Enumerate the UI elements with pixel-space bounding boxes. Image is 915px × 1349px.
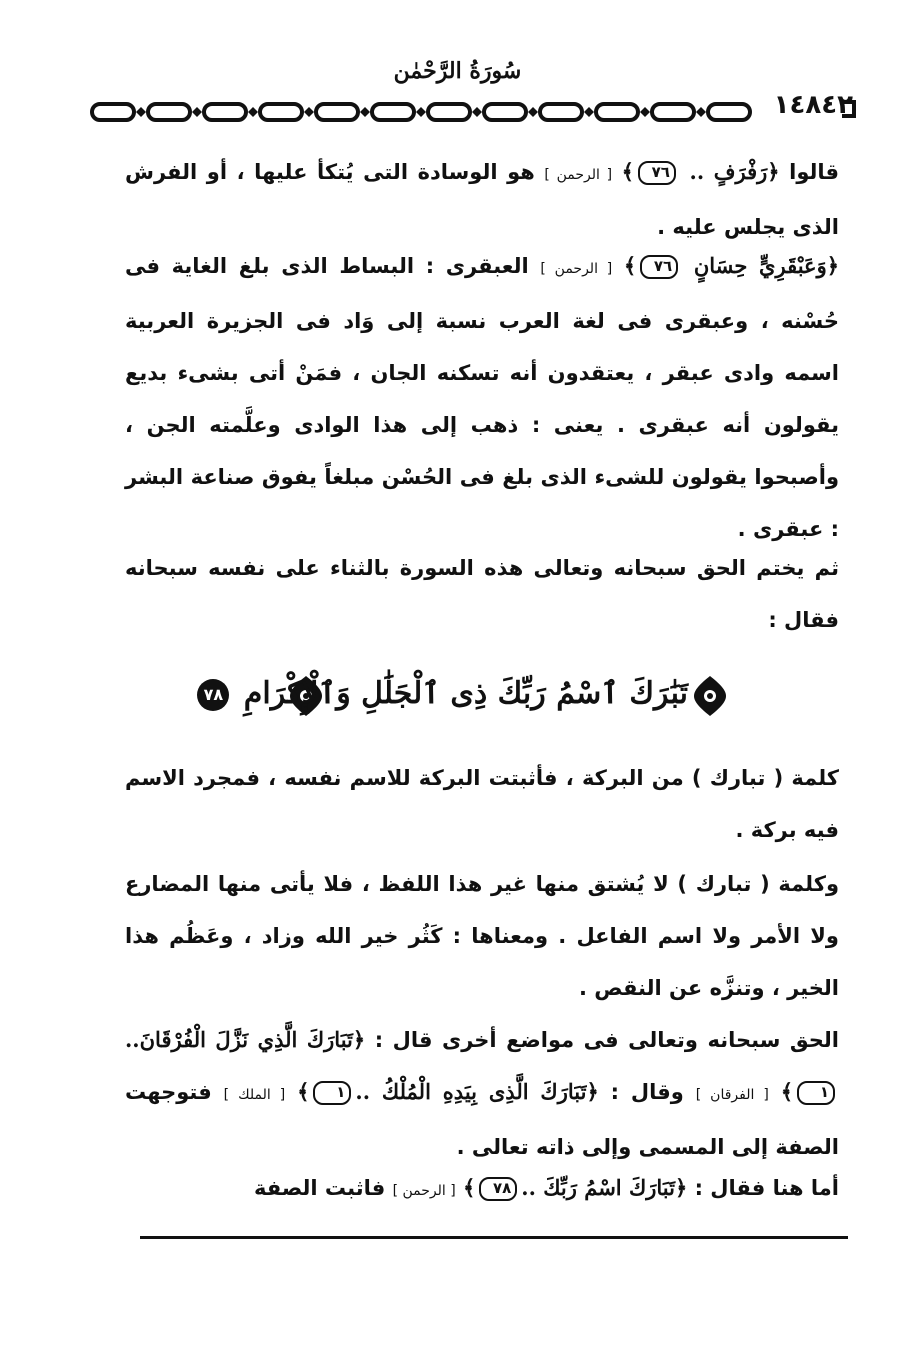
paragraph-3: ثم يختم الحق سبحانه وتعالى هذه السورة بالثناء على نفسه سبحانه فقال : [125, 556, 839, 632]
verse-number-badge: ٧٨ [197, 679, 229, 711]
chain-diamond [192, 107, 202, 117]
paragraph-1 [125, 146, 839, 253]
text-part: فتوجهت الصفة إلى المسمى وإلى ذاته تعالى . [125, 1080, 839, 1159]
text-part: وقال : [610, 1080, 684, 1104]
surah-reference: [ الرحمن ] [392, 1183, 456, 1199]
paragraph-4: كلمة ( تبارك ) من البركة ، فأثبتت البركة للاسم نفسه ، فمجرد الاسم فيه بركة . [125, 766, 839, 842]
chain-link [372, 104, 414, 120]
verse-banner [203, 664, 728, 728]
chain-link [148, 104, 190, 120]
chain-link [540, 104, 582, 120]
verse-text: تَبَٰرَكَ ٱسْمُ رَبِّكَ ذِى ٱلْجَلَٰلِ وَٱلْإِكْرَامِ [243, 676, 688, 711]
paragraph-6: الحق سبحانه وتعالى فى مواضع أخرى قال : ﴿تَبَارَكَ الَّذِي نَزَّلَ الْفُرْقَانَ..١﴾ [ الفرقان ] وقال : ﴿تَبَارَكَ الَّذِى بِيَدِهِ الْمُلْكُ ..١﴾ [ الملك ] فتوجهت الصفة إلى المسمى وإلى ذاته تعالى . [125, 1027, 840, 1159]
chain-diamond [696, 107, 706, 117]
chain-link [652, 104, 694, 120]
text-after: العبقرى : البساط الذى بلغ الغاية فى حُسْنه ، وعبقرى فى لغة العرب نسبة إلى وَاد فى الجزيرة العربية اسمه وادى عبقر ، يعتقدون أنه تسكنه الجان ، فمَنْ أتى بشىء بديع يقولون أنه عبقرى . يعنى : ذهب إلى هذا الوادى وعلَّمته الجن ، وأصبحوا يقولون للشىء الذى بلغ فى الحُسْن مبلغاً يفوق صناعة البشر : عبقرى . [125, 254, 839, 541]
chain-ornament [88, 98, 760, 126]
chain-link [484, 104, 526, 120]
chain-diamond [136, 107, 146, 117]
quran-quote: ﴿تَبَارَكَ اسْمُ رَبِّكَ .. [521, 1175, 688, 1200]
surah-title: سُورَةُ الرَّحْمٰن [393, 58, 522, 84]
surah-reference: [ الرحمن ] [544, 167, 613, 183]
quran-quote: ﴿تَبَارَكَ الَّذِى بِيَدِهِ الْمُلْكُ .. [355, 1079, 599, 1104]
surah-reference: [ الفرقان ] [695, 1087, 769, 1103]
chain-diamond [360, 107, 370, 117]
paragraph-2 [125, 240, 839, 555]
paragraph-5: وكلمة ( تبارك ) لا يُشتق منها غير هذا اللفظ ، فلا يأتى منها المضارع ولا الأمر ولا اسم الفاعل . ومعناها : كَثُر خير الله وزاد ، وعَظُم هذا الخير ، وتنزَّه عن النقص . [125, 872, 839, 1000]
surah-reference: [ الرحمن ] [540, 261, 613, 277]
chain-link [316, 104, 358, 120]
ayah-number-badge: ١ [313, 1081, 351, 1105]
chain-link [260, 104, 302, 120]
chain-diamond [472, 107, 482, 117]
text-after: هو الوسادة التى يُتكأ عليها ، أو الفرش الذى يجلس عليه . [125, 160, 839, 239]
text-part: فاثبت الصفة [253, 1176, 386, 1200]
quran-quote: ﴿وَعَبْقَرِيٍّ حِسَانٍ [682, 253, 840, 278]
chain-diamond [304, 107, 314, 117]
paragraph-7: أما هنا فقال : ﴿تَبَارَكَ اسْمُ رَبِّكَ ..٧٨﴾ [ الرحمن ] فاثبت الصفة [253, 1175, 839, 1200]
chain-diamond [640, 107, 650, 117]
ayah-number-badge: ٧٦ [640, 255, 678, 279]
page-number: ١٤٨٤٢ [773, 90, 853, 120]
text-before: قالوا [789, 160, 840, 184]
footer-rule [140, 1236, 848, 1239]
quran-verse [203, 668, 688, 720]
chain-diamond [528, 107, 538, 117]
chain-link [428, 104, 470, 120]
chain-link [708, 104, 750, 120]
chain-diamond [416, 107, 426, 117]
ayah-number-badge: ٧٦ [638, 161, 676, 185]
quote-close: ﴾ [621, 159, 634, 184]
ayah-number-badge: ٧٨ [479, 1177, 517, 1201]
floral-ornament-icon [692, 674, 728, 718]
text-part: أما هنا فقال : [694, 1176, 839, 1200]
chain-link [596, 104, 638, 120]
quran-quote: ﴿رَفْرَفٍ .. [679, 159, 780, 184]
chain-diamond [584, 107, 594, 117]
ayah-number-badge: ١ [797, 1081, 835, 1105]
text-part: الحق سبحانه وتعالى فى مواضع أخرى قال : [374, 1028, 840, 1052]
chain-link [204, 104, 246, 120]
chain-link [92, 104, 134, 120]
surah-reference: [ الملك ] [223, 1087, 286, 1103]
quote-close: ﴾ [623, 253, 637, 278]
quran-quote: ﴿تَبَارَكَ الَّذِي نَزَّلَ الْفُرْقَانَ.. [125, 1027, 366, 1052]
chain-diamond [248, 107, 258, 117]
